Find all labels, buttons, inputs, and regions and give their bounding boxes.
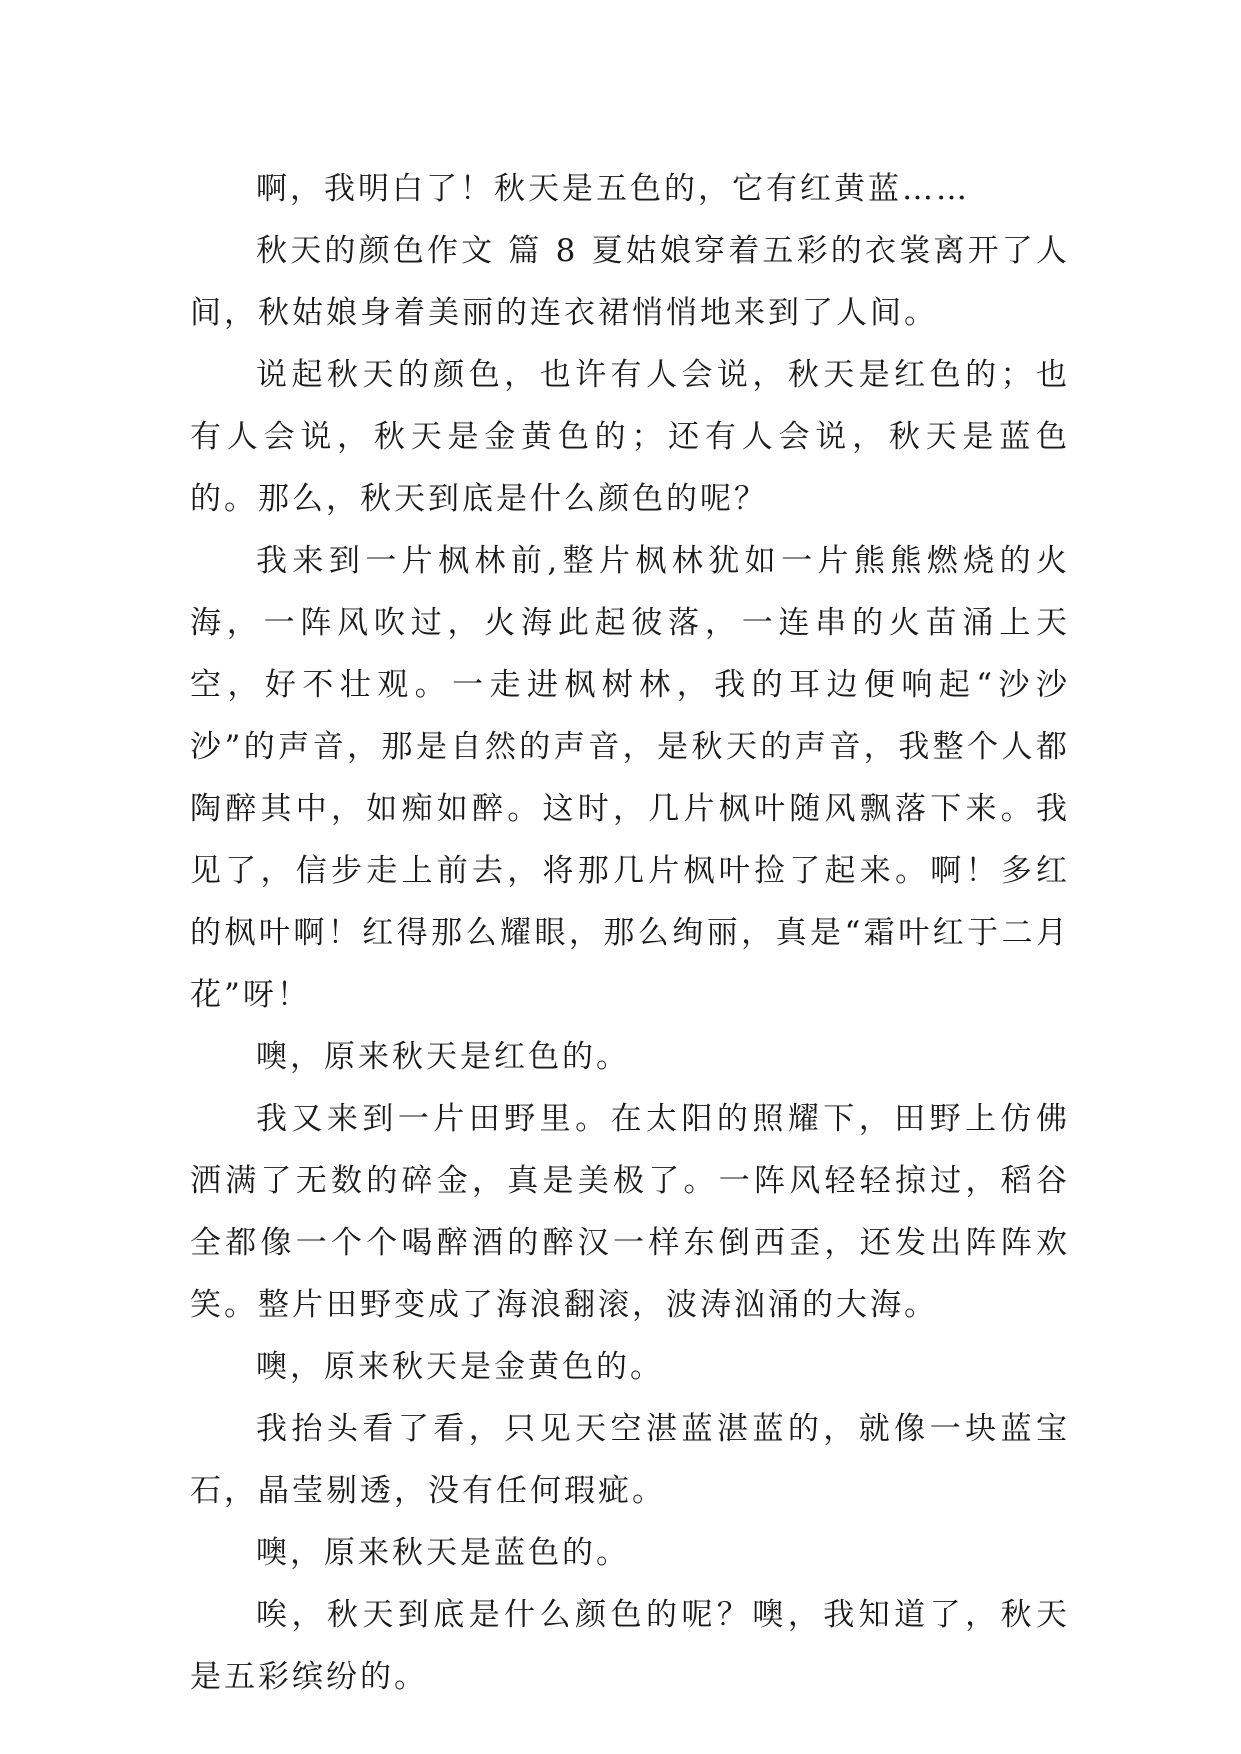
paragraph-ending: 唉，秋天到底是什么颜色的呢？噢，我知道了，秋天是五彩缤纷的。 [190, 1597, 1070, 1695]
paragraph-blue: 噢，原来秋天是蓝色的。 [256, 1535, 630, 1571]
paragraph-essay-heading: 秋天的颜色作文 篇 8 夏姑娘穿着五彩的衣裳离开了人间，秋姑娘身着美丽的连衣裙悄悄地来到了人间。 [190, 233, 1070, 331]
paragraph-golden: 噢，原来秋天是金黄色的。 [256, 1349, 664, 1385]
essay-body [190, 158, 1070, 1708]
paragraph-sky: 我抬头看了看，只见天空湛蓝湛蓝的，就像一块蓝宝石，晶莹剔透，没有任何瑕疵。 [190, 1411, 1070, 1509]
paragraph-field: 我又来到一片田野里。在太阳的照耀下，田野上仿佛洒满了无数的碎金，真是美极了。一阵风轻轻掠过，稻谷全都像一个个喝醉酒的醉汉一样东倒西歪，还发出阵阵欢笑。整片田野变成了海浪翻滚，波涛汹涌的大海。 [190, 1101, 1070, 1323]
paragraph-maple-forest: 我来到一片枫林前,整片枫林犹如一片熊熊燃烧的火海，一阵风吹过，火海此起彼落，一连串的火苗涌上天空，好不壮观。一走进枫树林，我的耳边便响起“沙沙沙”的声音，那是自然的声音，是秋天的声音，我整个人都陶醉其中，如痴如醉。这时，几片枫叶随风飘落下来。我见了，信步走上前去，将那几片枫叶捡了起来。啊！多红的枫叶啊！红得那么耀眼，那么绚丽，真是“霜叶红于二月花”呀！ [190, 543, 1070, 1013]
paragraph-red: 噢，原来秋天是红色的。 [256, 1039, 630, 1075]
paragraph-question: 说起秋天的颜色，也许有人会说，秋天是红色的；也有人会说，秋天是金黄色的；还有人会说，秋天是蓝色的。那么，秋天到底是什么颜色的呢？ [190, 357, 1070, 517]
paragraph-conclusion-intro: 啊，我明白了！秋天是五色的，它有红黄蓝…… [256, 171, 970, 207]
